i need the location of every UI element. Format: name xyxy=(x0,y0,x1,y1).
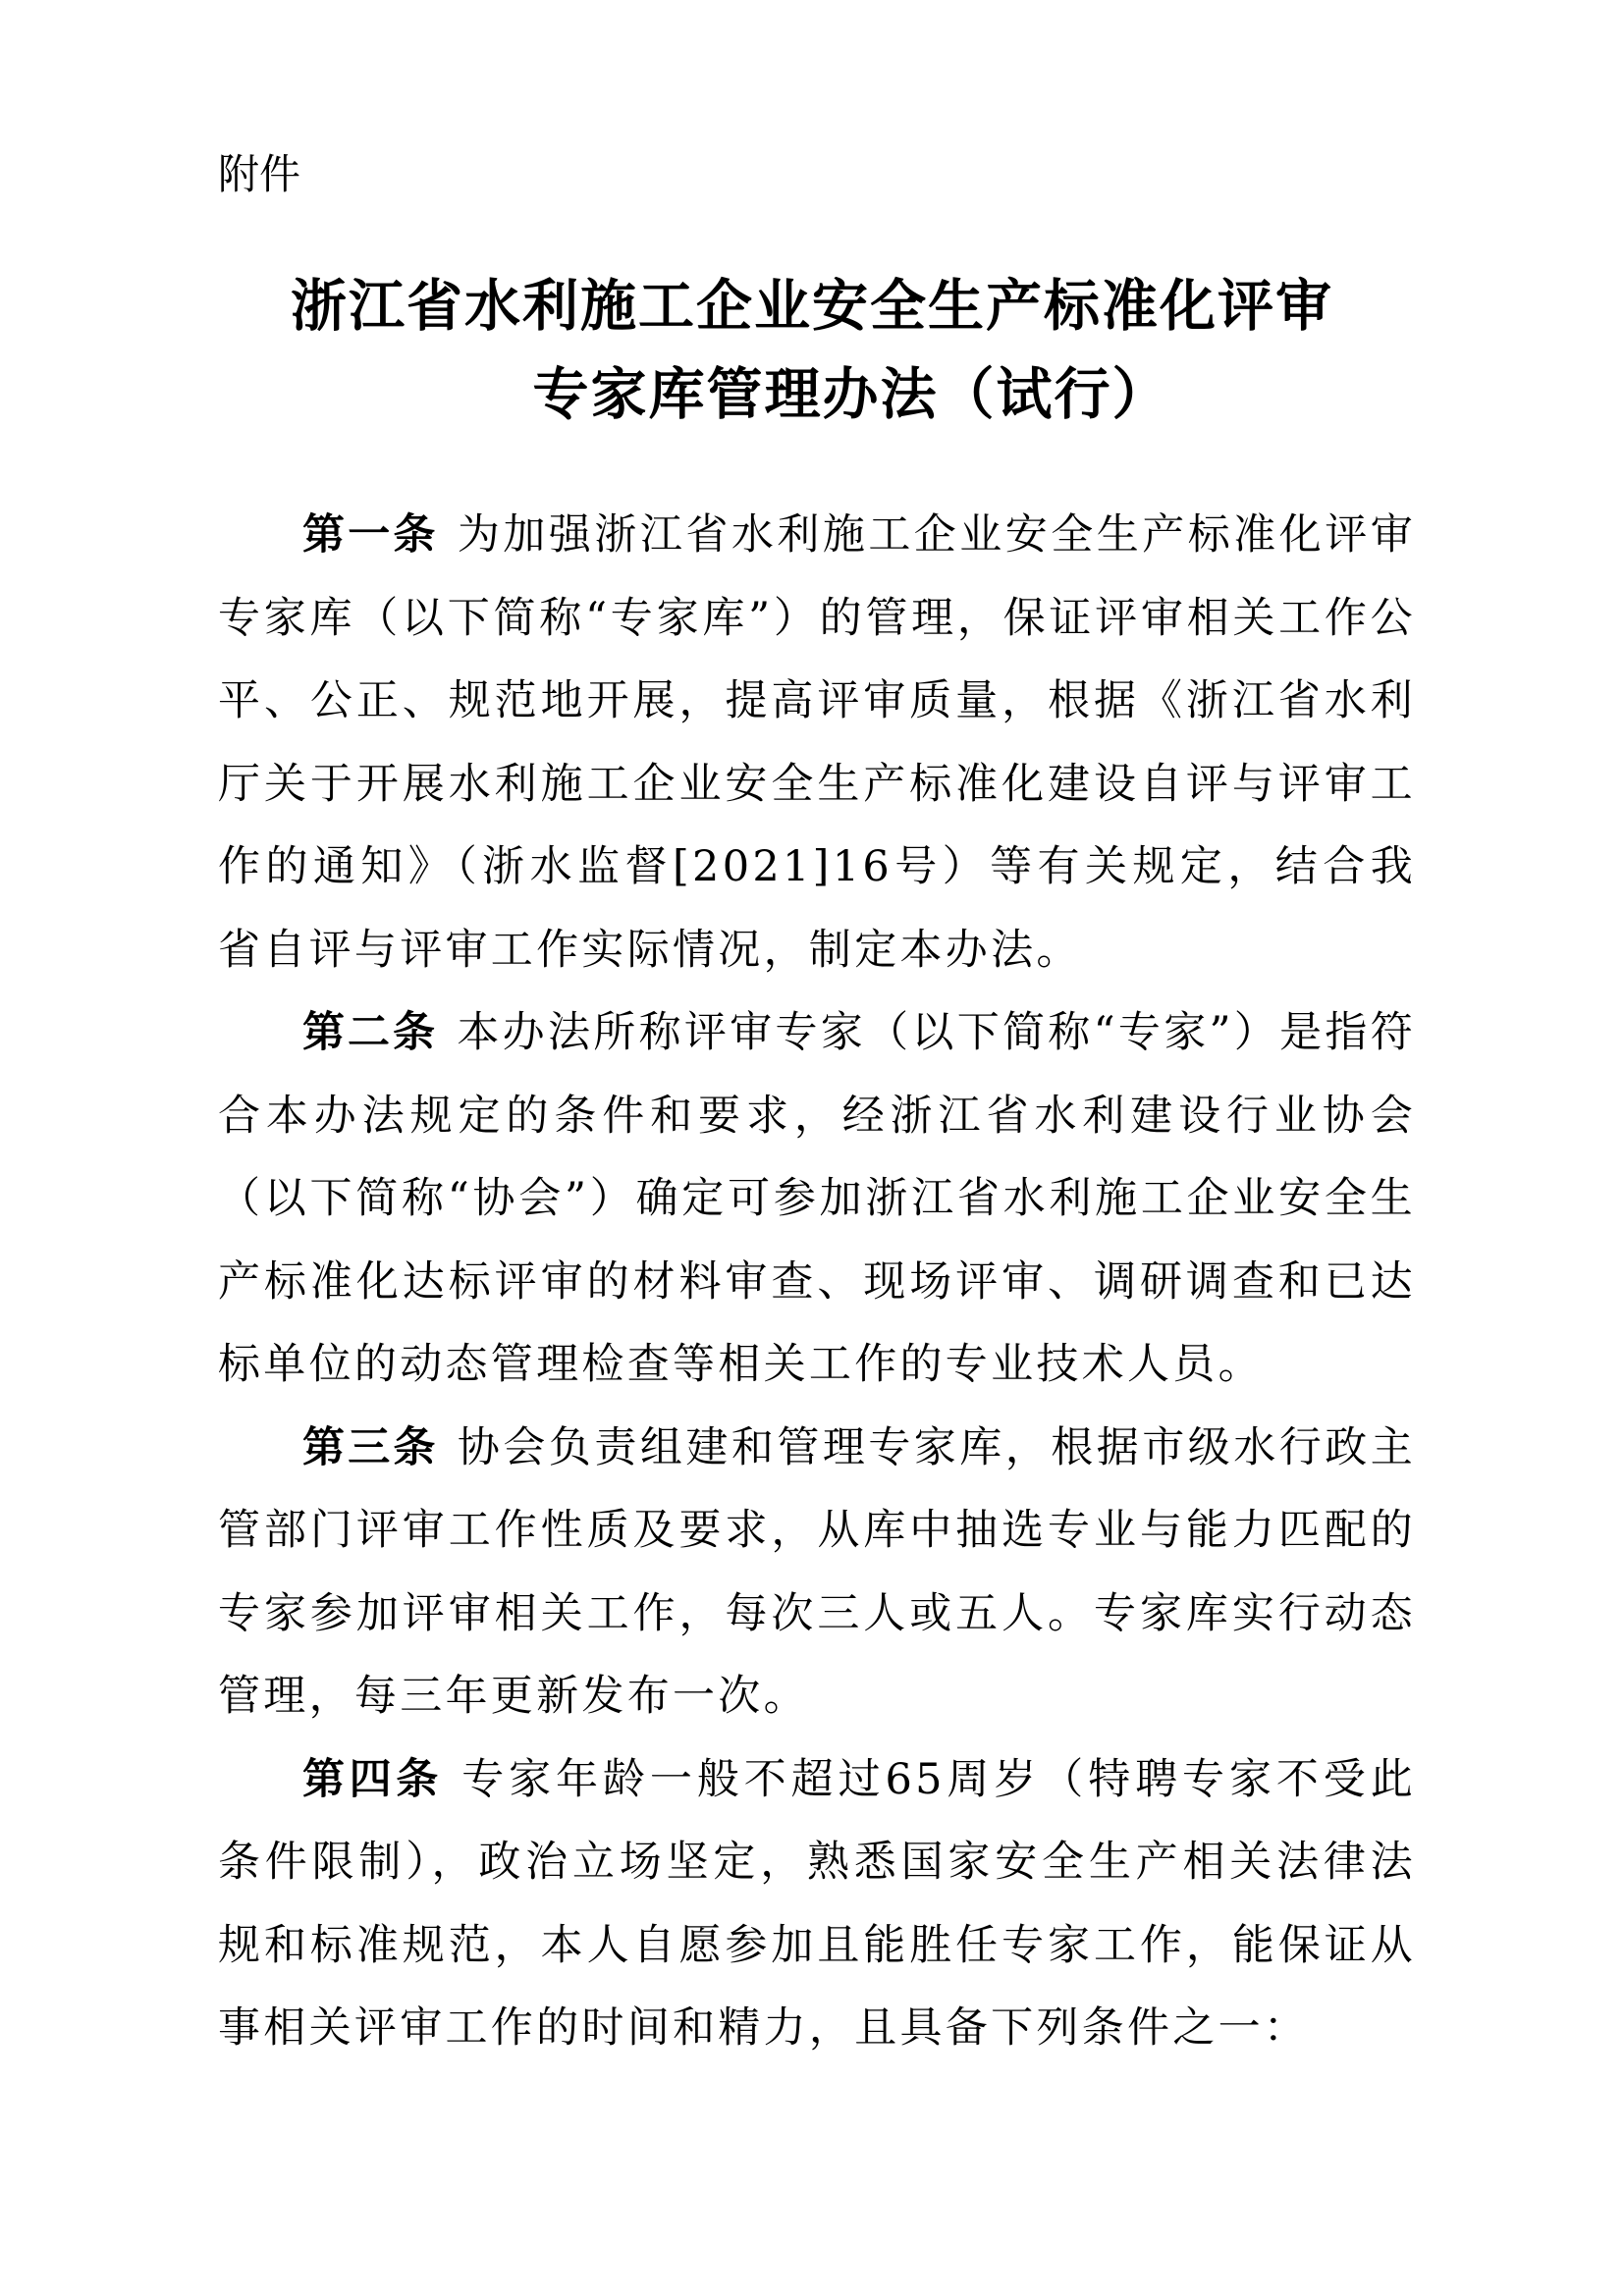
document-body xyxy=(218,494,1416,2070)
document-title-line-2: 专家库管理办法（试行） xyxy=(532,362,1170,427)
article-3 xyxy=(218,1407,1416,1738)
article-3-label: 第三条 xyxy=(302,1422,439,1472)
article-1-label: 第一条 xyxy=(302,510,439,560)
article-2-text: 本办法所称评审专家（以下简称“专家”）是指符合本办法规定的条件和要求，经浙江省水利建设行业协会（以下简称“协会”）确定可参加浙江省水利施工企业安全生产标准化达标评审的材料审查、现场评审、调研调查和已达标单位的动态管理检查等相关工作的专业技术人员。 xyxy=(218,1008,1416,1389)
article-4-text: 专家年龄一般不超过65周岁（特聘专家不受此条件限制），政治立场坚定，熟悉国家安全生产相关法律法规和标准规范，本人自愿参加且能胜任专家工作，能保证从事相关评审工作的时间和精力，且具备下列条件之一： xyxy=(218,1754,1417,2053)
document-title-line-1: 浙江省水利施工企业安全生产标准化评审 xyxy=(291,274,1333,339)
attachment-label: 附件 xyxy=(218,150,301,198)
article-1 xyxy=(218,494,1416,991)
article-4-label: 第四条 xyxy=(302,1754,443,1804)
article-4 xyxy=(218,1738,1416,2070)
article-2 xyxy=(218,991,1416,1407)
article-1-text: 为加强浙江省水利施工企业安全生产标准化评审专家库（以下简称“专家库”）的管理，保证评审相关工作公平、公正、规范地开展，提高评审质量，根据《浙江省水利厅关于开展水利施工企业安全生产标准化建设自评与评审工作的通知》（浙水监督[2021]16号）等有关规定，结合我省自评与评审工作实际情况，制定本办法。 xyxy=(218,510,1416,975)
article-3-text: 协会负责组建和管理专家库，根据市级水行政主管部门评审工作性质及要求，从库中抽选专业与能力匹配的专家参加评审相关工作，每次三人或五人。专家库实行动态管理，每三年更新发布一次。 xyxy=(218,1422,1416,1721)
article-2-label: 第二条 xyxy=(302,1008,439,1057)
